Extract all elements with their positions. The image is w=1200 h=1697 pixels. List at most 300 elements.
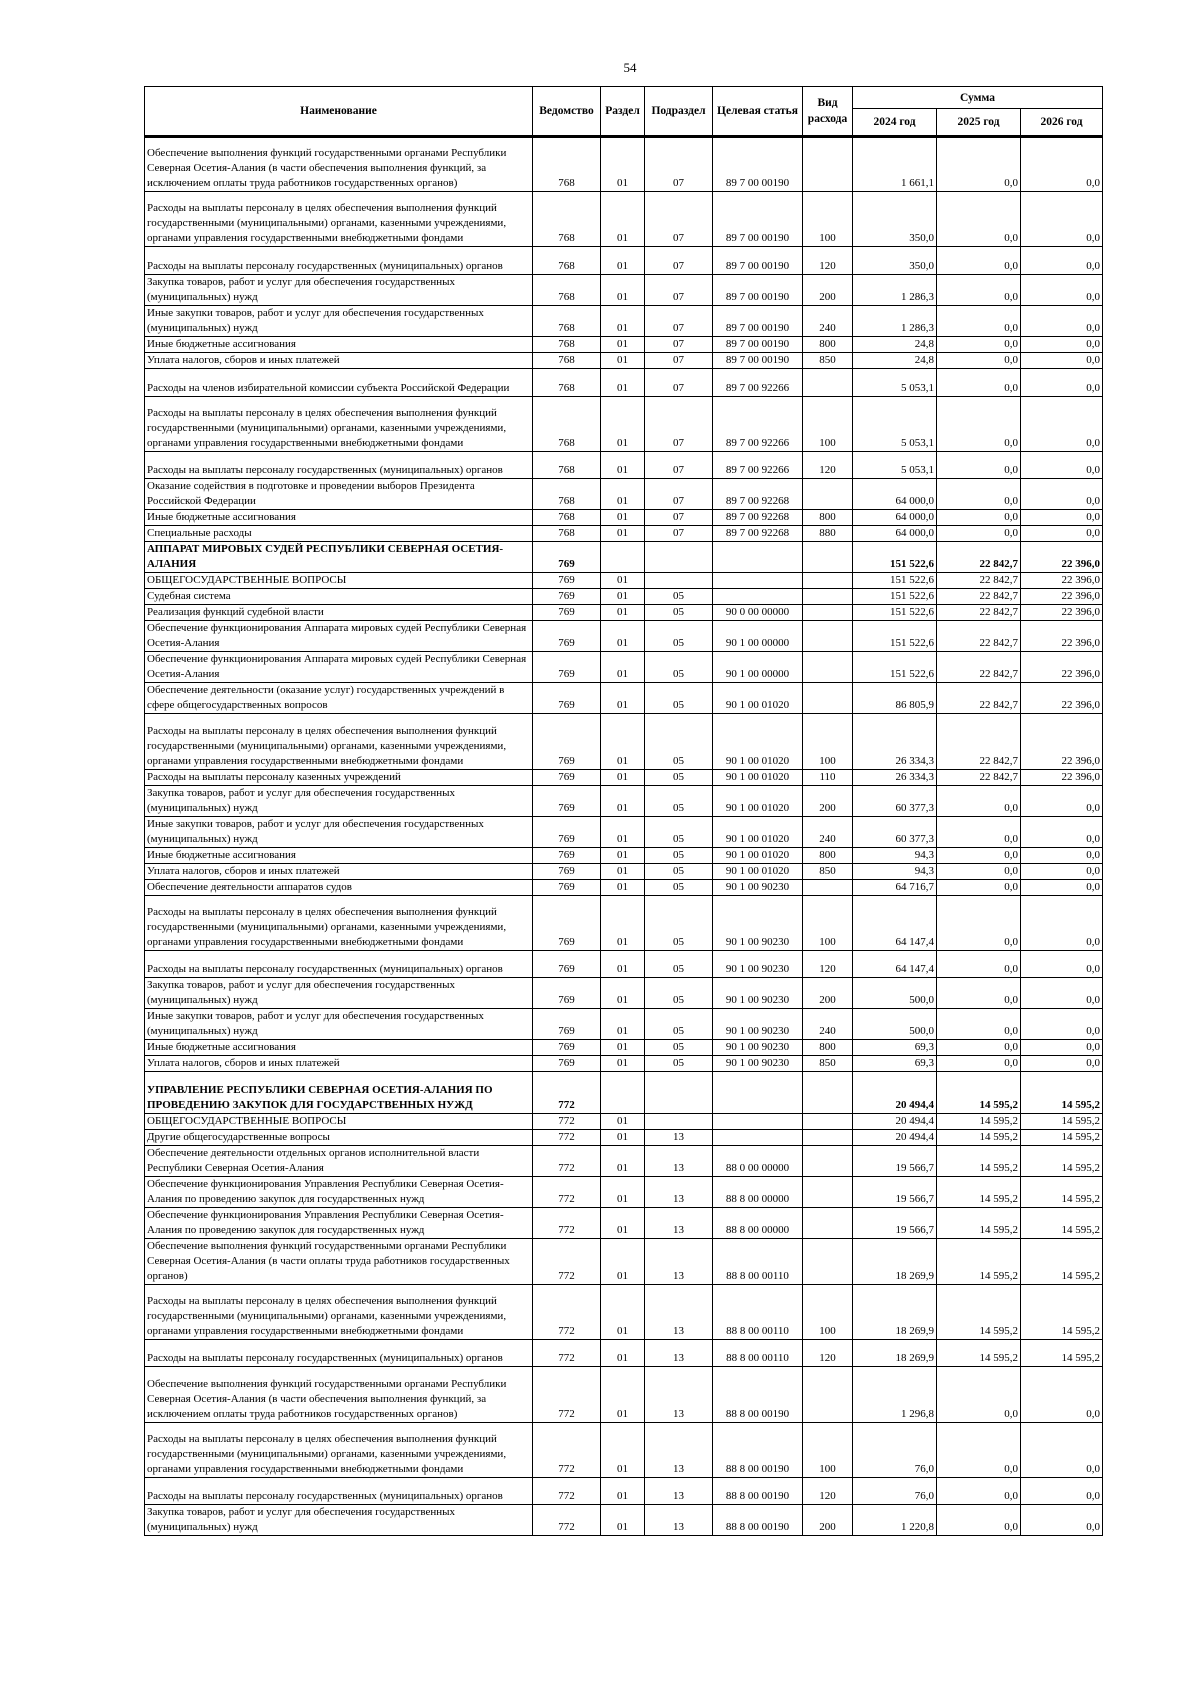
cell-subsection: 05 — [645, 816, 713, 847]
cell-section: 01 — [601, 305, 645, 336]
cell-type — [803, 1072, 853, 1113]
cell-2024: 18 269,9 — [853, 1238, 937, 1284]
col-header-sum: Сумма — [853, 87, 1103, 109]
cell-dept: 768 — [533, 368, 601, 396]
table-row — [145, 573, 1103, 589]
cell-target: 88 8 00 00190 — [713, 1367, 803, 1422]
cell-type — [803, 542, 853, 573]
cell-type — [803, 605, 853, 621]
cell-section: 01 — [601, 526, 645, 542]
cell-target: 89 7 00 00190 — [713, 336, 803, 352]
cell-2025: 0,0 — [937, 305, 1021, 336]
cell-2026: 22 396,0 — [1021, 589, 1103, 605]
cell-2024: 26 334,3 — [853, 714, 937, 769]
table-row — [145, 847, 1103, 863]
cell-dept: 769 — [533, 895, 601, 950]
cell-subsection: 07 — [645, 396, 713, 451]
cell-type — [803, 621, 853, 652]
cell-type: 120 — [803, 1477, 853, 1505]
cell-subsection: 05 — [645, 589, 713, 605]
cell-section: 01 — [601, 847, 645, 863]
cell-name: Расходы на выплаты персоналу государственных (муниципальных) органов — [145, 1477, 533, 1505]
cell-target: 90 1 00 90230 — [713, 1009, 803, 1040]
table-row — [145, 1176, 1103, 1207]
cell-2024: 69,3 — [853, 1040, 937, 1056]
cell-2025: 0,0 — [937, 352, 1021, 368]
cell-section: 01 — [601, 1339, 645, 1367]
cell-type — [803, 479, 853, 510]
cell-2024: 76,0 — [853, 1477, 937, 1505]
cell-subsection: 05 — [645, 785, 713, 816]
cell-dept: 769 — [533, 573, 601, 589]
cell-section: 01 — [601, 1207, 645, 1238]
table-row — [145, 274, 1103, 305]
cell-2025: 14 595,2 — [937, 1284, 1021, 1339]
table-row — [145, 769, 1103, 785]
cell-type — [803, 1207, 853, 1238]
cell-2025: 0,0 — [937, 950, 1021, 978]
table-row — [145, 451, 1103, 479]
cell-dept: 769 — [533, 683, 601, 714]
table-row — [145, 479, 1103, 510]
cell-target: 88 8 00 00000 — [713, 1207, 803, 1238]
cell-2025: 0,0 — [937, 895, 1021, 950]
cell-2026: 0,0 — [1021, 510, 1103, 526]
cell-target: 90 0 00 00000 — [713, 605, 803, 621]
cell-target: 89 7 00 00190 — [713, 247, 803, 275]
table-row — [145, 352, 1103, 368]
cell-2025: 0,0 — [937, 336, 1021, 352]
cell-2025: 0,0 — [937, 396, 1021, 451]
cell-2026: 0,0 — [1021, 950, 1103, 978]
table-row — [145, 1145, 1103, 1176]
table-row — [145, 542, 1103, 573]
cell-2025: 0,0 — [937, 879, 1021, 895]
table-row — [145, 1009, 1103, 1040]
cell-2026: 22 396,0 — [1021, 683, 1103, 714]
cell-dept: 769 — [533, 863, 601, 879]
cell-target: 90 1 00 01020 — [713, 785, 803, 816]
cell-2026: 0,0 — [1021, 1056, 1103, 1072]
cell-2024: 1 286,3 — [853, 305, 937, 336]
cell-target: 89 7 00 00190 — [713, 352, 803, 368]
cell-subsection: 07 — [645, 368, 713, 396]
cell-type — [803, 652, 853, 683]
cell-type: 100 — [803, 192, 853, 247]
cell-subsection: 13 — [645, 1207, 713, 1238]
cell-2026: 14 595,2 — [1021, 1129, 1103, 1145]
cell-target: 88 8 00 00190 — [713, 1477, 803, 1505]
table-row — [145, 605, 1103, 621]
table-row — [145, 1284, 1103, 1339]
cell-2025: 22 842,7 — [937, 714, 1021, 769]
cell-2025: 0,0 — [937, 137, 1021, 192]
cell-2026: 0,0 — [1021, 352, 1103, 368]
cell-2025: 14 595,2 — [937, 1339, 1021, 1367]
cell-2024: 64 716,7 — [853, 879, 937, 895]
cell-name: Обеспечение функционирования Аппарата мировых судей Республики Северная Осетия-Алания — [145, 621, 533, 652]
table-row — [145, 305, 1103, 336]
cell-2024: 350,0 — [853, 247, 937, 275]
cell-type: 200 — [803, 1505, 853, 1536]
cell-2026: 0,0 — [1021, 526, 1103, 542]
table-row — [145, 714, 1103, 769]
cell-subsection: 05 — [645, 1009, 713, 1040]
cell-name: Расходы на выплаты персоналу государственных (муниципальных) органов — [145, 1339, 533, 1367]
table-row — [145, 192, 1103, 247]
col-header-2024: 2024 год — [853, 109, 937, 137]
cell-2025: 14 595,2 — [937, 1145, 1021, 1176]
cell-dept: 768 — [533, 247, 601, 275]
cell-2024: 18 269,9 — [853, 1284, 937, 1339]
cell-type: 850 — [803, 352, 853, 368]
cell-section: 01 — [601, 479, 645, 510]
table-row — [145, 396, 1103, 451]
cell-2025: 22 842,7 — [937, 542, 1021, 573]
cell-dept: 769 — [533, 816, 601, 847]
cell-2025: 0,0 — [937, 785, 1021, 816]
cell-target — [713, 573, 803, 589]
table-header — [145, 87, 1103, 137]
cell-section: 01 — [601, 274, 645, 305]
cell-2026: 22 396,0 — [1021, 573, 1103, 589]
cell-2024: 18 269,9 — [853, 1339, 937, 1367]
table-row — [145, 785, 1103, 816]
cell-name: Расходы на выплаты персоналу в целях обеспечения выполнения функций государственными (муниципальными) органами, казенными учреждениями, органами управления государственными внебюджетными фондами — [145, 192, 533, 247]
cell-section: 01 — [601, 573, 645, 589]
cell-2025: 0,0 — [937, 368, 1021, 396]
cell-dept: 769 — [533, 1009, 601, 1040]
cell-subsection: 07 — [645, 192, 713, 247]
cell-2024: 64 147,4 — [853, 895, 937, 950]
budget-table — [144, 86, 1103, 1536]
cell-target — [713, 1129, 803, 1145]
cell-2024: 151 522,6 — [853, 652, 937, 683]
cell-dept: 769 — [533, 621, 601, 652]
table-row — [145, 621, 1103, 652]
cell-name: ОБЩЕГОСУДАРСТВЕННЫЕ ВОПРОСЫ — [145, 573, 533, 589]
cell-target: 89 7 00 92268 — [713, 526, 803, 542]
cell-section: 01 — [601, 769, 645, 785]
cell-name: Реализация функций судебной власти — [145, 605, 533, 621]
cell-name: Расходы на выплаты персоналу государственных (муниципальных) органов — [145, 451, 533, 479]
cell-dept: 769 — [533, 785, 601, 816]
cell-subsection: 05 — [645, 1040, 713, 1056]
cell-target: 89 7 00 92266 — [713, 396, 803, 451]
cell-dept: 772 — [533, 1207, 601, 1238]
cell-2024: 60 377,3 — [853, 816, 937, 847]
col-header-target: Целевая статья — [713, 87, 803, 137]
cell-dept: 769 — [533, 978, 601, 1009]
cell-2024: 19 566,7 — [853, 1207, 937, 1238]
cell-name: Расходы на выплаты персоналу государственных (муниципальных) органов — [145, 247, 533, 275]
cell-section: 01 — [601, 1505, 645, 1536]
cell-2024: 500,0 — [853, 1009, 937, 1040]
cell-name: Уплата налогов, сборов и иных платежей — [145, 1056, 533, 1072]
cell-dept: 772 — [533, 1176, 601, 1207]
table-row — [145, 879, 1103, 895]
cell-subsection: 05 — [645, 847, 713, 863]
cell-dept: 769 — [533, 1040, 601, 1056]
cell-dept: 772 — [533, 1145, 601, 1176]
cell-subsection — [645, 542, 713, 573]
cell-name: Расходы на выплаты персоналу в целях обеспечения выполнения функций государственными (муниципальными) органами, казенными учреждениями, органами управления государственными внебюджетными фондами — [145, 895, 533, 950]
cell-2024: 151 522,6 — [853, 605, 937, 621]
cell-type — [803, 1367, 853, 1422]
cell-dept: 769 — [533, 542, 601, 573]
cell-type: 880 — [803, 526, 853, 542]
table-row — [145, 510, 1103, 526]
col-header-name: Наименование — [145, 87, 533, 137]
cell-2026: 14 595,2 — [1021, 1339, 1103, 1367]
cell-dept: 768 — [533, 336, 601, 352]
table-row — [145, 1113, 1103, 1129]
cell-section: 01 — [601, 336, 645, 352]
cell-dept: 768 — [533, 479, 601, 510]
cell-dept: 772 — [533, 1422, 601, 1477]
cell-section: 01 — [601, 683, 645, 714]
cell-dept: 768 — [533, 526, 601, 542]
cell-2026: 0,0 — [1021, 1477, 1103, 1505]
cell-2025: 22 842,7 — [937, 769, 1021, 785]
cell-2025: 0,0 — [937, 247, 1021, 275]
cell-2025: 22 842,7 — [937, 621, 1021, 652]
cell-subsection: 13 — [645, 1176, 713, 1207]
cell-name: Расходы на выплаты персоналу в целях обеспечения выполнения функций государственными (муниципальными) органами, казенными учреждениями, органами управления государственными внебюджетными фондами — [145, 396, 533, 451]
cell-dept: 769 — [533, 950, 601, 978]
cell-2026: 0,0 — [1021, 879, 1103, 895]
cell-2026: 0,0 — [1021, 785, 1103, 816]
cell-section: 01 — [601, 451, 645, 479]
cell-type: 100 — [803, 714, 853, 769]
table-row — [145, 247, 1103, 275]
cell-target: 90 1 00 90230 — [713, 1040, 803, 1056]
cell-2026: 14 595,2 — [1021, 1284, 1103, 1339]
cell-target: 88 8 00 00110 — [713, 1339, 803, 1367]
cell-section — [601, 1072, 645, 1113]
cell-dept: 768 — [533, 451, 601, 479]
cell-2025: 0,0 — [937, 1056, 1021, 1072]
table-row — [145, 652, 1103, 683]
cell-2026: 22 396,0 — [1021, 605, 1103, 621]
cell-2025: 0,0 — [937, 479, 1021, 510]
table-row — [145, 336, 1103, 352]
cell-2025: 14 595,2 — [937, 1176, 1021, 1207]
cell-type: 100 — [803, 895, 853, 950]
cell-target: 89 7 00 92268 — [713, 479, 803, 510]
cell-2026: 22 396,0 — [1021, 652, 1103, 683]
cell-2024: 60 377,3 — [853, 785, 937, 816]
cell-subsection: 05 — [645, 1056, 713, 1072]
cell-2025: 14 595,2 — [937, 1207, 1021, 1238]
cell-name: Обеспечение выполнения функций государственными органами Республики Северная Осетия-Алания (в части оплаты труда работников государственных органов) — [145, 1238, 533, 1284]
cell-section: 01 — [601, 1284, 645, 1339]
cell-2026: 14 595,2 — [1021, 1176, 1103, 1207]
cell-target — [713, 1072, 803, 1113]
cell-dept: 769 — [533, 714, 601, 769]
cell-2026: 0,0 — [1021, 1422, 1103, 1477]
cell-type: 110 — [803, 769, 853, 785]
cell-2026: 14 595,2 — [1021, 1238, 1103, 1284]
cell-2025: 0,0 — [937, 451, 1021, 479]
cell-name: Оказание содействия в подготовке и проведении выборов Президента Российской Федерации — [145, 479, 533, 510]
cell-subsection: 07 — [645, 510, 713, 526]
cell-2026: 22 396,0 — [1021, 621, 1103, 652]
cell-type: 850 — [803, 863, 853, 879]
cell-target: 90 1 00 90230 — [713, 879, 803, 895]
cell-target: 90 1 00 90230 — [713, 895, 803, 950]
cell-section: 01 — [601, 714, 645, 769]
cell-target: 89 7 00 92266 — [713, 368, 803, 396]
cell-name: Иные бюджетные ассигнования — [145, 336, 533, 352]
cell-2025: 0,0 — [937, 863, 1021, 879]
cell-2024: 5 053,1 — [853, 396, 937, 451]
cell-2026: 22 396,0 — [1021, 769, 1103, 785]
cell-2024: 64 000,0 — [853, 479, 937, 510]
cell-name: Закупка товаров, работ и услуг для обеспечения государственных (муниципальных) нужд — [145, 978, 533, 1009]
cell-type — [803, 1129, 853, 1145]
cell-2025: 0,0 — [937, 510, 1021, 526]
cell-target: 90 1 00 01020 — [713, 714, 803, 769]
cell-section: 01 — [601, 950, 645, 978]
cell-target: 90 1 00 90230 — [713, 1056, 803, 1072]
cell-2026: 14 595,2 — [1021, 1207, 1103, 1238]
cell-2024: 350,0 — [853, 192, 937, 247]
cell-target — [713, 542, 803, 573]
cell-2025: 14 595,2 — [937, 1072, 1021, 1113]
cell-name: Обеспечение выполнения функций государственными органами Республики Северная Осетия-Алания (в части обеспечения выполнения функций, за исключением оплаты труда работников государственных органов) — [145, 1367, 533, 1422]
cell-type — [803, 368, 853, 396]
cell-2025: 0,0 — [937, 1040, 1021, 1056]
cell-name: Уплата налогов, сборов и иных платежей — [145, 352, 533, 368]
cell-type: 120 — [803, 950, 853, 978]
cell-2024: 151 522,6 — [853, 573, 937, 589]
table-row — [145, 863, 1103, 879]
cell-target: 90 1 00 90230 — [713, 950, 803, 978]
cell-target: 90 1 00 90230 — [713, 978, 803, 1009]
cell-2024: 64 147,4 — [853, 950, 937, 978]
cell-name: Иные бюджетные ассигнования — [145, 847, 533, 863]
cell-target: 89 7 00 00190 — [713, 137, 803, 192]
cell-subsection: 07 — [645, 479, 713, 510]
cell-subsection: 05 — [645, 621, 713, 652]
cell-subsection: 05 — [645, 769, 713, 785]
cell-section: 01 — [601, 879, 645, 895]
cell-name: Расходы на выплаты персоналу государственных (муниципальных) органов — [145, 950, 533, 978]
cell-2024: 1 286,3 — [853, 274, 937, 305]
cell-2026: 0,0 — [1021, 895, 1103, 950]
cell-2026: 0,0 — [1021, 1367, 1103, 1422]
cell-name: Обеспечение деятельности аппаратов судов — [145, 879, 533, 895]
cell-2026: 0,0 — [1021, 479, 1103, 510]
cell-type: 240 — [803, 816, 853, 847]
cell-2024: 19 566,7 — [853, 1176, 937, 1207]
table-row — [145, 526, 1103, 542]
cell-2024: 19 566,7 — [853, 1145, 937, 1176]
cell-type: 200 — [803, 785, 853, 816]
table-row — [145, 1040, 1103, 1056]
cell-subsection: 13 — [645, 1284, 713, 1339]
cell-type: 800 — [803, 510, 853, 526]
cell-subsection: 07 — [645, 247, 713, 275]
cell-subsection — [645, 1072, 713, 1113]
cell-dept: 772 — [533, 1339, 601, 1367]
cell-section: 01 — [601, 863, 645, 879]
cell-2026: 0,0 — [1021, 847, 1103, 863]
cell-name: АППАРАТ МИРОВЫХ СУДЕЙ РЕСПУБЛИКИ СЕВЕРНАЯ ОСЕТИЯ-АЛАНИЯ — [145, 542, 533, 573]
cell-dept: 769 — [533, 589, 601, 605]
cell-section: 01 — [601, 192, 645, 247]
cell-2024: 151 522,6 — [853, 621, 937, 652]
cell-2026: 0,0 — [1021, 274, 1103, 305]
cell-subsection — [645, 1113, 713, 1129]
cell-name: Обеспечение функционирования Управления Республики Северная Осетия-Алания по проведению закупок для государственных нужд — [145, 1207, 533, 1238]
table-row — [145, 683, 1103, 714]
cell-name: Обеспечение деятельности (оказание услуг) государственных учреждений в сфере общегосударственных вопросов — [145, 683, 533, 714]
cell-section: 01 — [601, 1129, 645, 1145]
cell-2024: 20 494,4 — [853, 1129, 937, 1145]
cell-section: 01 — [601, 816, 645, 847]
cell-section: 01 — [601, 137, 645, 192]
cell-dept: 769 — [533, 652, 601, 683]
cell-section: 01 — [601, 652, 645, 683]
table-body — [145, 137, 1103, 1536]
cell-dept: 772 — [533, 1284, 601, 1339]
cell-name: Обеспечение функционирования Управления Республики Северная Осетия-Алания по проведению закупок для государственных нужд — [145, 1176, 533, 1207]
cell-subsection: 07 — [645, 137, 713, 192]
cell-target: 90 1 00 00000 — [713, 621, 803, 652]
cell-section: 01 — [601, 1176, 645, 1207]
cell-name: Иные закупки товаров, работ и услуг для обеспечения государственных (муниципальных) нужд — [145, 816, 533, 847]
cell-dept: 772 — [533, 1129, 601, 1145]
cell-section: 01 — [601, 510, 645, 526]
cell-dept: 772 — [533, 1113, 601, 1129]
table-row — [145, 816, 1103, 847]
cell-2025: 0,0 — [937, 978, 1021, 1009]
cell-target: 90 1 00 00000 — [713, 652, 803, 683]
cell-type: 100 — [803, 1284, 853, 1339]
cell-name: Расходы на членов избирательной комиссии субъекта Российской Федерации — [145, 368, 533, 396]
cell-section: 01 — [601, 1056, 645, 1072]
cell-target: 88 8 00 00190 — [713, 1505, 803, 1536]
cell-2025: 22 842,7 — [937, 573, 1021, 589]
cell-2025: 0,0 — [937, 816, 1021, 847]
cell-dept: 769 — [533, 605, 601, 621]
cell-type: 800 — [803, 336, 853, 352]
cell-subsection: 05 — [645, 683, 713, 714]
cell-2024: 151 522,6 — [853, 589, 937, 605]
cell-target: 88 8 00 00110 — [713, 1238, 803, 1284]
cell-2025: 0,0 — [937, 274, 1021, 305]
table-row — [145, 978, 1103, 1009]
cell-name: Судебная система — [145, 589, 533, 605]
table-row — [145, 1056, 1103, 1072]
cell-dept: 772 — [533, 1238, 601, 1284]
cell-2026: 0,0 — [1021, 978, 1103, 1009]
table-row — [145, 950, 1103, 978]
cell-type — [803, 137, 853, 192]
cell-subsection: 13 — [645, 1422, 713, 1477]
cell-target: 89 7 00 00190 — [713, 192, 803, 247]
col-header-section: Раздел — [601, 87, 645, 137]
cell-subsection: 13 — [645, 1505, 713, 1536]
cell-section: 01 — [601, 247, 645, 275]
cell-2025: 22 842,7 — [937, 605, 1021, 621]
cell-subsection: 13 — [645, 1238, 713, 1284]
cell-2024: 500,0 — [853, 978, 937, 1009]
cell-name: Расходы на выплаты персоналу казенных учреждений — [145, 769, 533, 785]
cell-name: Уплата налогов, сборов и иных платежей — [145, 863, 533, 879]
